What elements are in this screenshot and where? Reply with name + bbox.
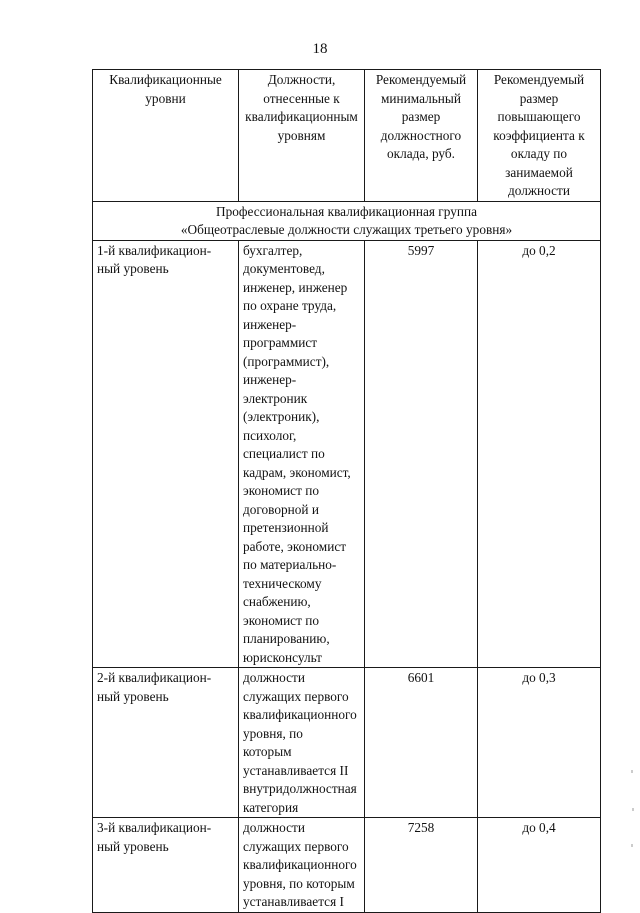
text-line: экономист по xyxy=(243,612,319,628)
text-line: бухгалтер, xyxy=(243,242,303,258)
text-line: экономист по xyxy=(243,483,319,498)
text-line: планированию, xyxy=(243,631,330,646)
group-title-row xyxy=(93,201,601,240)
table-row xyxy=(93,818,601,913)
text-line: ный уровень xyxy=(97,688,169,704)
header-levels xyxy=(93,70,239,202)
text-line: 2-й квалификацион- xyxy=(97,670,212,685)
page-number: 18 xyxy=(312,41,328,57)
text-line: квалификационным xyxy=(245,109,358,124)
coefficient-cell: до 0,3 xyxy=(478,668,601,818)
text-line: 1-й квалификацион- xyxy=(97,242,212,258)
text-line: юрисконсульт xyxy=(243,649,322,665)
text-line: уровни xyxy=(145,90,186,106)
text-line: инженер, инженер xyxy=(243,279,348,295)
positions-cell xyxy=(239,668,365,818)
text-line: психолог, xyxy=(243,427,297,443)
coefficient-cell: до 0,4 xyxy=(478,818,601,913)
text-line: договорной и xyxy=(243,501,319,517)
text-line: устанавливается II xyxy=(243,762,349,778)
text-line: должностного xyxy=(380,127,462,143)
text-line: Рекомендуемый xyxy=(493,72,585,87)
text-line: Профессиональная квалификационная группа xyxy=(216,203,477,219)
text-line: уровня, по которым xyxy=(243,875,355,891)
text-line: инженер- xyxy=(243,372,297,387)
text-line: размер xyxy=(519,90,559,106)
text-line: ный уровень xyxy=(97,261,169,276)
text-line: по материально- xyxy=(243,557,337,572)
qualification-table xyxy=(92,69,601,913)
text-line: (электроник), xyxy=(243,409,320,424)
table-header-row xyxy=(93,70,601,202)
text-line: по охране труда, xyxy=(243,298,337,313)
text-line: техническому xyxy=(243,575,322,591)
text-line: работе, экономист xyxy=(243,538,347,554)
text-line: устанавливается I xyxy=(243,894,344,909)
salary-cell: 7258 xyxy=(365,818,478,913)
text-line: кадрам, экономист, xyxy=(243,464,351,480)
text-line: (программист), xyxy=(243,353,330,369)
text-line: ный уровень xyxy=(97,838,169,854)
text-line: которым xyxy=(243,744,292,759)
text-line: окладу по xyxy=(510,146,568,161)
positions-cell xyxy=(239,818,365,913)
level-cell xyxy=(93,240,239,668)
text-line: коэффициента к xyxy=(493,127,585,143)
coefficient-cell: до 0,2 xyxy=(478,240,601,668)
text-line: должности xyxy=(243,820,305,835)
text-line: Квалификационные xyxy=(109,72,222,87)
group-title xyxy=(93,201,601,240)
text-line: документовед, xyxy=(243,261,325,276)
text-line: квалификационного xyxy=(243,857,357,872)
header-positions xyxy=(239,70,365,202)
level-cell xyxy=(93,668,239,818)
text-line: должности xyxy=(508,183,570,198)
table-row xyxy=(93,240,601,668)
text-line: занимаемой xyxy=(505,164,573,180)
text-line: внутридолжностная xyxy=(243,781,357,796)
text-line: служащих первого xyxy=(243,838,349,854)
text-line: «Общеотраслевые должности служащих третьего уровня» xyxy=(180,222,513,237)
text-line: 3-й квалификацион- xyxy=(97,820,212,835)
text-line: уровня, по xyxy=(243,725,303,741)
header-min-salary xyxy=(365,70,478,202)
header-coefficient xyxy=(478,70,601,202)
text-line: специалист по xyxy=(243,446,325,461)
text-line: уровням xyxy=(277,127,326,143)
text-line: отнесенные к xyxy=(263,90,340,106)
text-line: программист xyxy=(243,335,318,350)
scan-artifact-marks xyxy=(628,770,636,850)
text-line: Должности, xyxy=(267,72,336,87)
salary-cell: 5997 xyxy=(365,240,478,668)
text-line: квалификационного xyxy=(243,707,357,722)
text-line: размер xyxy=(401,109,441,124)
salary-cell: 6601 xyxy=(365,668,478,818)
text-line: повышающего xyxy=(497,109,581,124)
text-line: претензионной xyxy=(243,520,329,535)
text-line: категория xyxy=(243,799,299,815)
positions-cell xyxy=(239,240,365,668)
level-cell xyxy=(93,818,239,913)
text-line: минимальный xyxy=(381,90,461,106)
text-line: электроник xyxy=(243,390,308,406)
text-line: инженер- xyxy=(243,316,297,332)
text-line: снабжению, xyxy=(243,594,311,609)
text-line: оклада, руб. xyxy=(387,146,455,161)
text-line: должности xyxy=(243,670,305,685)
table-row xyxy=(93,668,601,818)
text-line: служащих первого xyxy=(243,688,349,704)
text-line: Рекомендуемый xyxy=(375,72,467,87)
